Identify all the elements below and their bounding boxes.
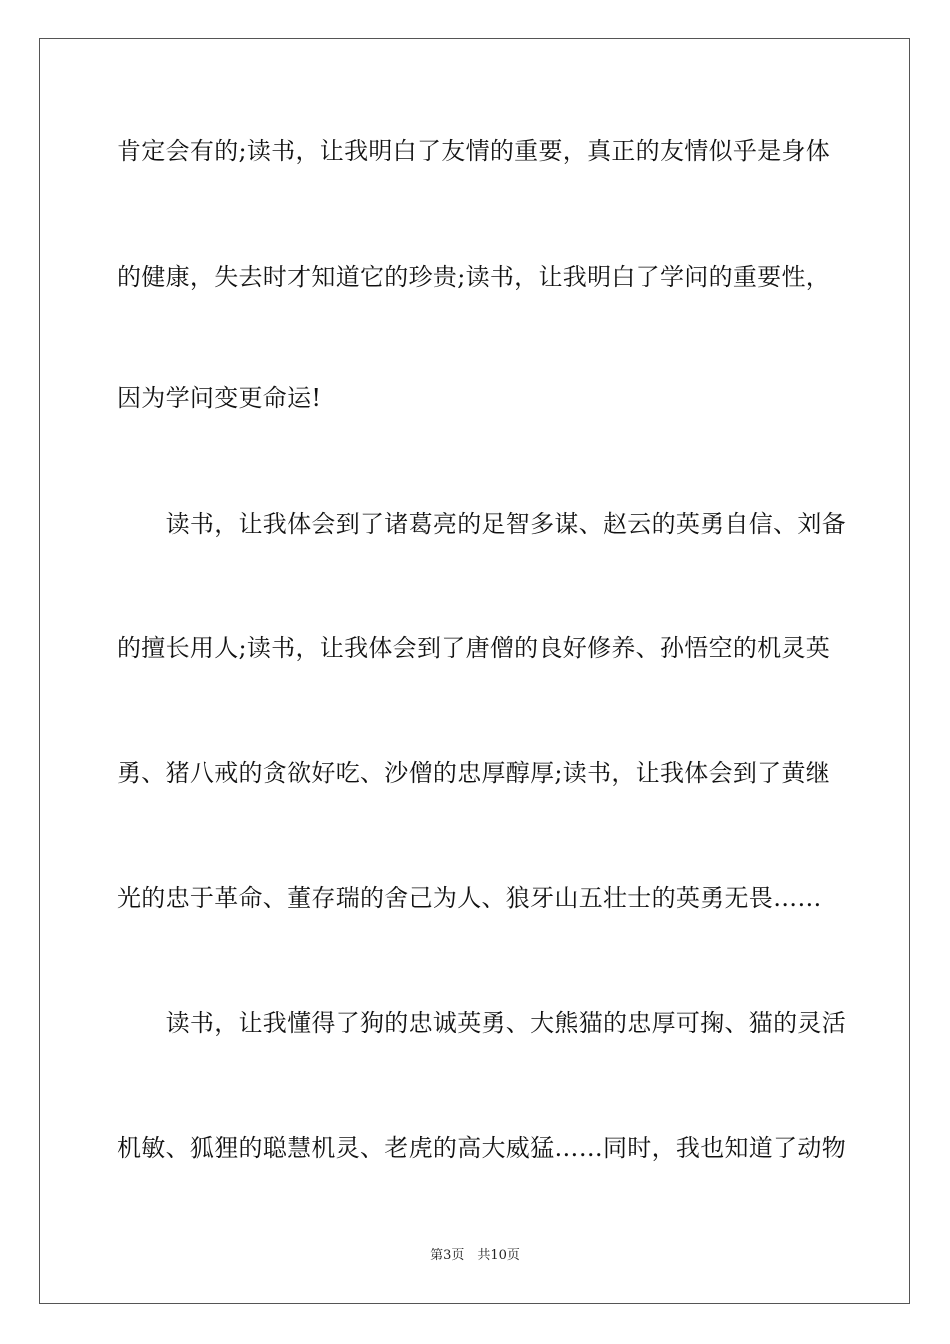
text-line: 肯定会有的;读书，让我明白了友情的重要，真正的友情似乎是身体	[117, 137, 831, 165]
page-number-footer: 第3页 共10页	[430, 1248, 520, 1263]
text-line: 光的忠于革命、董存瑞的舍己为人、狼牙山五壮士的英勇无畏……	[117, 884, 822, 912]
text-line: 勇、猪八戒的贪欲好吃、沙僧的忠厚醇厚;读书，让我体会到了黄继	[117, 759, 831, 787]
page-border	[39, 38, 910, 1304]
text-line: 机敏、狐狸的聪慧机灵、老虎的高大威猛……同时，我也知道了动物	[117, 1134, 846, 1162]
text-line: 读书，让我体会到了诸葛亮的足智多谋、赵云的英勇自信、刘备	[117, 510, 846, 538]
text-line: 的健康，失去时才知道它的珍贵;读书，让我明白了学问的重要性，	[117, 263, 831, 291]
text-line: 读书，让我懂得了狗的忠诚英勇、大熊猫的忠厚可掬、猫的灵活	[117, 1009, 846, 1037]
text-line: 因为学问变更命运!	[117, 384, 322, 412]
text-line: 的擅长用人;读书，让我体会到了唐僧的良好修养、孙悟空的机灵英	[117, 634, 831, 662]
